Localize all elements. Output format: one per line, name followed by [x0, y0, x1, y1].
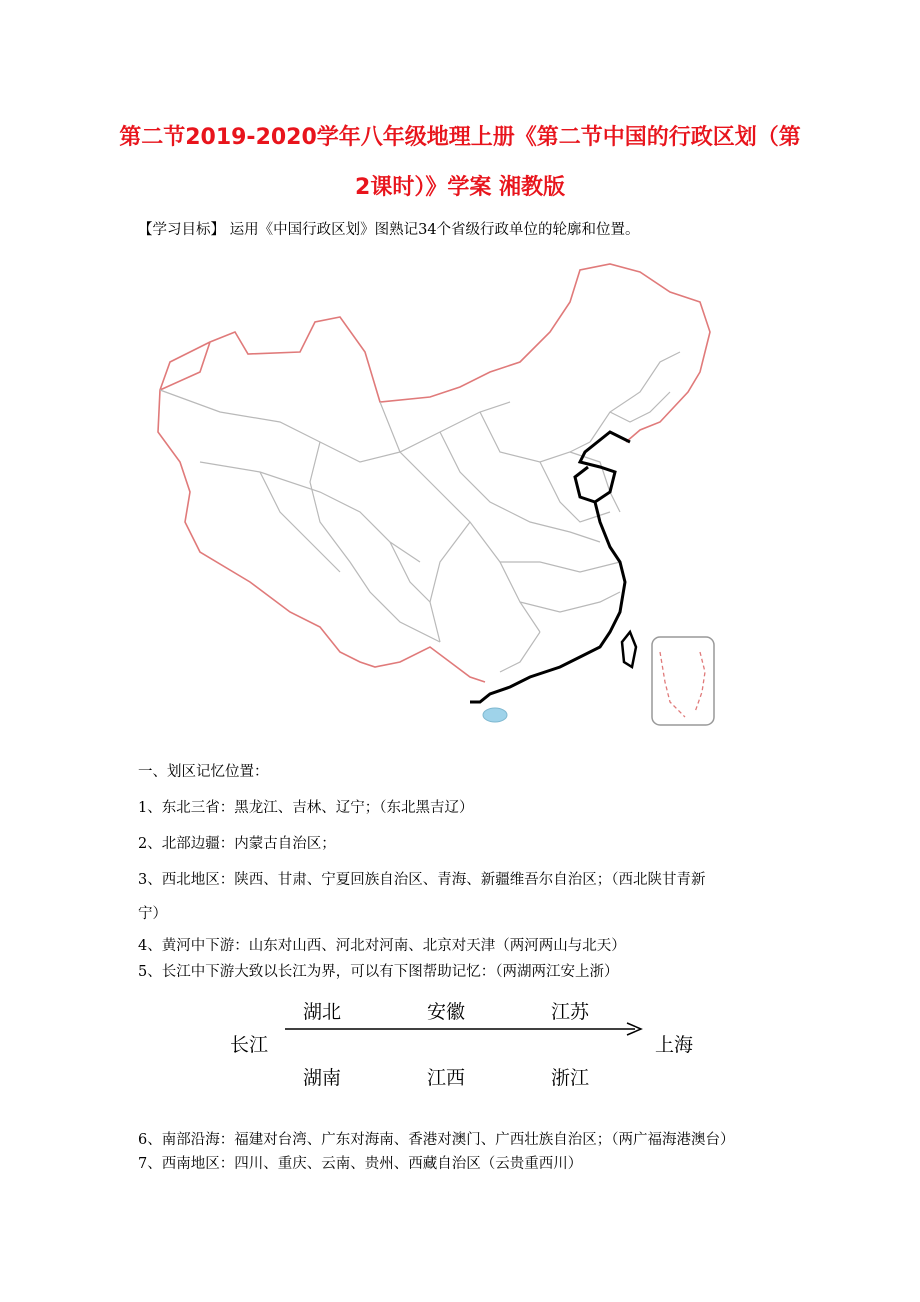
coastline — [470, 432, 630, 702]
diagram-right-label: 上海 — [655, 1034, 694, 1056]
hainan-island — [483, 708, 507, 722]
list-item: 3、西北地区：陕西、甘肃、宁夏回族自治区、青海、新疆维吾尔自治区；（西北陕甘青新 — [138, 872, 706, 888]
diagram-top-3: 江苏 — [551, 1001, 590, 1023]
list-item: 宁） — [138, 906, 167, 922]
list-item: 2、北部边疆：内蒙古自治区； — [138, 836, 336, 852]
diagram-top-2: 安徽 — [427, 1001, 466, 1023]
document-title-line2: 2课时）》学案 湘教版 — [355, 175, 565, 200]
diagram-bottom-1: 湖南 — [303, 1067, 342, 1089]
learning-objective: 【学习目标】 运用《中国行政区划》图熟记34个省级行政单位的轮廓和位置。 — [138, 222, 640, 238]
nine-dash-line — [660, 652, 705, 717]
list-item: 1、东北三省：黑龙江、吉林、辽宁；（东北黑吉辽） — [138, 800, 474, 816]
province-borders — [160, 352, 680, 672]
list-item: 5、长江中下游大致以长江为界，可以有下图帮助记忆：（两湖两江安上浙） — [138, 964, 619, 980]
diagram-left-label: 长江 — [230, 1034, 269, 1056]
list-item: 7、西南地区：四川、重庆、云南、贵州、西藏自治区（云贵重西川） — [138, 1156, 583, 1172]
south-china-sea-inset — [652, 637, 714, 725]
china-province-map — [140, 262, 720, 732]
diagram-bottom-3: 浙江 — [551, 1067, 590, 1089]
list-item: 4、黄河中下游：山东对山西、河北对河南、北京对天津（两河两山与北天） — [138, 938, 626, 954]
section-heading: 一、划区记忆位置： — [138, 764, 269, 780]
document-title-line1: 第二节2019-2020学年八年级地理上册《第二节中国的行政区划（第 — [119, 125, 801, 150]
diagram-top-1: 湖北 — [303, 1001, 342, 1023]
taiwan-island — [622, 632, 636, 667]
diagram-bottom-2: 江西 — [427, 1067, 466, 1089]
list-item: 6、南部沿海：福建对台湾、广东对海南、香港对澳门、广西壮族自治区；（两广福海港澳台） — [138, 1132, 735, 1148]
diagram-arrow — [285, 1022, 645, 1036]
